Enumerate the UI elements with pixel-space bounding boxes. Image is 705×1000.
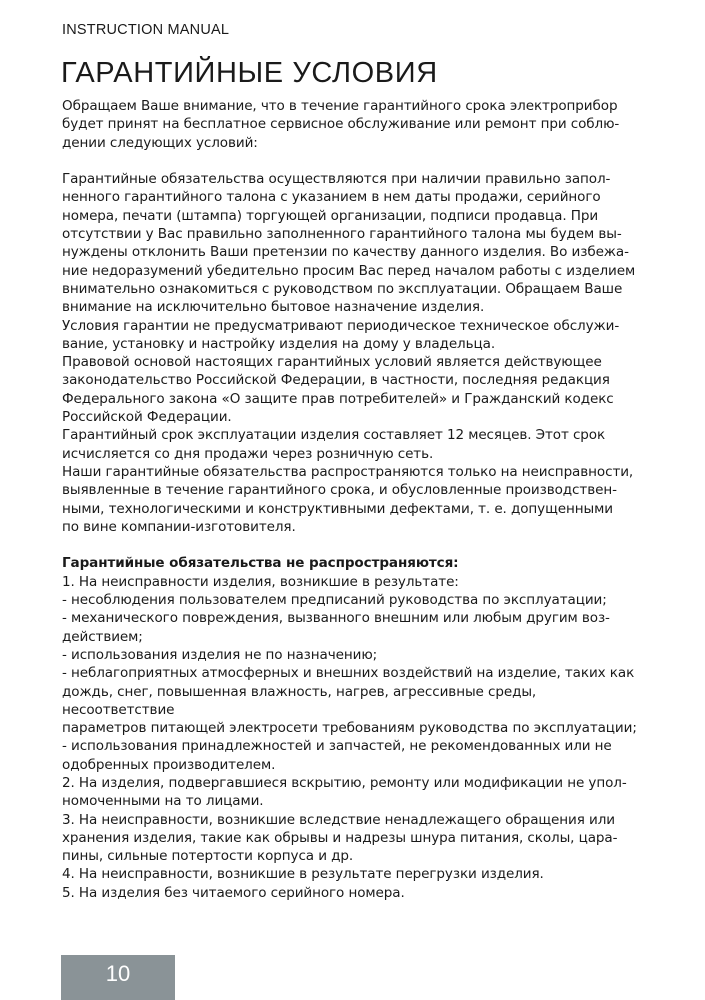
text-line: - механического повреждения, вызванного внешним или любым другим воз- [62,610,610,627]
text-line: дождь, снег, повышенная влажность, нагрев, агрессивные среды, несоответствие [62,683,537,718]
text-line: ными, технологическими и конструктивными дефектами, т. е. допущенными [62,500,613,517]
exclusions-heading: Гарантийные обязательства не распространяются: [62,555,459,572]
page-number: 10 [105,961,131,986]
text-line: одобренных производителем. [62,756,276,773]
text-line: 4. На неисправности, возникшие в результате перегрузки изделия. [62,866,544,883]
text-line: номера, печати (штампа) торгующей организации, подписи продавца. При [62,207,599,224]
text-line: отсутствии у Вас правильно заполненного гарантийного талона мы будем вы- [62,226,622,243]
text-line: 2. На изделия, подвергавшиеся вскрытию, ремонту или модификации не упол- [62,774,627,791]
text-line: Федерального закона «О защите прав потребителей» и Гражданский кодекс [62,390,614,407]
warranty-content [62,97,648,902]
text-line: действием; [62,628,143,645]
paragraph-gap [62,536,648,554]
text-line: Гарантийный срок эксплуатации изделия составляет 12 месяцев. Этот срок [62,427,606,444]
text-line: вание, установку и настройку изделия на дому у владельца. [62,335,496,352]
text-line: выявленные в течение гарантийного срока, и обусловленные производствен- [62,482,617,499]
text-line: Гарантийные обязательства осуществляются при наличии правильно запол- [62,171,611,188]
terms-section [62,170,648,536]
text-line: внимание на исключительно бытовое назначение изделия. [62,299,485,316]
text-line: 1. На неисправности изделия, возникшие в результате: [62,573,459,590]
text-line: - использования принадлежностей и запчастей, не рекомендованных или не [62,738,612,755]
exclusions-section [62,554,648,902]
text-line: нуждены отклонить Ваши претензии по качеству данного изделия. Во избежа- [62,244,629,261]
text-line: 3. На неисправности, возникшие вследствие ненадлежащего обращения или [62,811,615,828]
text-line: законодательство Российской Федерации, в частности, последняя редакция [62,372,610,389]
text-line: параметров питающей электросети требованиям руководства по эксплуатации; [62,720,637,737]
text-line: пины, сильные потертости корпуса и др. [62,848,354,865]
text-line: дении следующих условий: [62,134,258,151]
paragraph-gap [62,152,648,170]
text-line: номоченными на то лицами. [62,793,264,810]
text-line: ненного гарантийного талона с указанием в нем даты продажи, серийного [62,189,601,206]
manual-header-label: INSTRUCTION MANUAL [62,22,230,38]
intro-paragraph [62,97,648,152]
text-line: внимательно ознакомиться с руководством по эксплуатации. Обращаем Ваше [62,280,623,297]
text-line: Российской Федерации. [62,409,232,426]
text-line: Наши гарантийные обязательства распространяются только на неисправности, [62,463,634,480]
text-line: - использования изделия не по назначению; [62,646,378,663]
text-line: Условия гарантии не предусматривают периодическое техническое обслужи- [62,317,620,334]
text-line: будет принят на бесплатное сервисное обслуживание или ремонт при соблю- [62,116,620,133]
text-line: исчисляется со дня продажи через розничную сеть. [62,445,434,462]
text-line: по вине компании-изготовителя. [62,518,296,535]
page-title: ГАРАНТИЙНЫЕ УСЛОВИЯ [61,57,438,89]
text-line: 5. На изделия без читаемого серийного номера. [62,884,405,901]
text-line: ние недоразумений убедительно просим Вас перед началом работы с изделием [62,262,636,279]
text-line: - неблагоприятных атмосферных и внешних воздействий на изделие, таких как [62,665,635,682]
text-line: хранения изделия, такие как обрывы и надрезы шнура питания, сколы, цара- [62,829,618,846]
text-line: Обращаем Ваше внимание, что в течение гарантийного срока электроприбор [62,98,618,114]
text-line: - несоблюдения пользователем предписаний руководства по эксплуатации; [62,592,607,609]
text-line: Правовой основой настоящих гарантийных условий является действующее [62,354,602,371]
